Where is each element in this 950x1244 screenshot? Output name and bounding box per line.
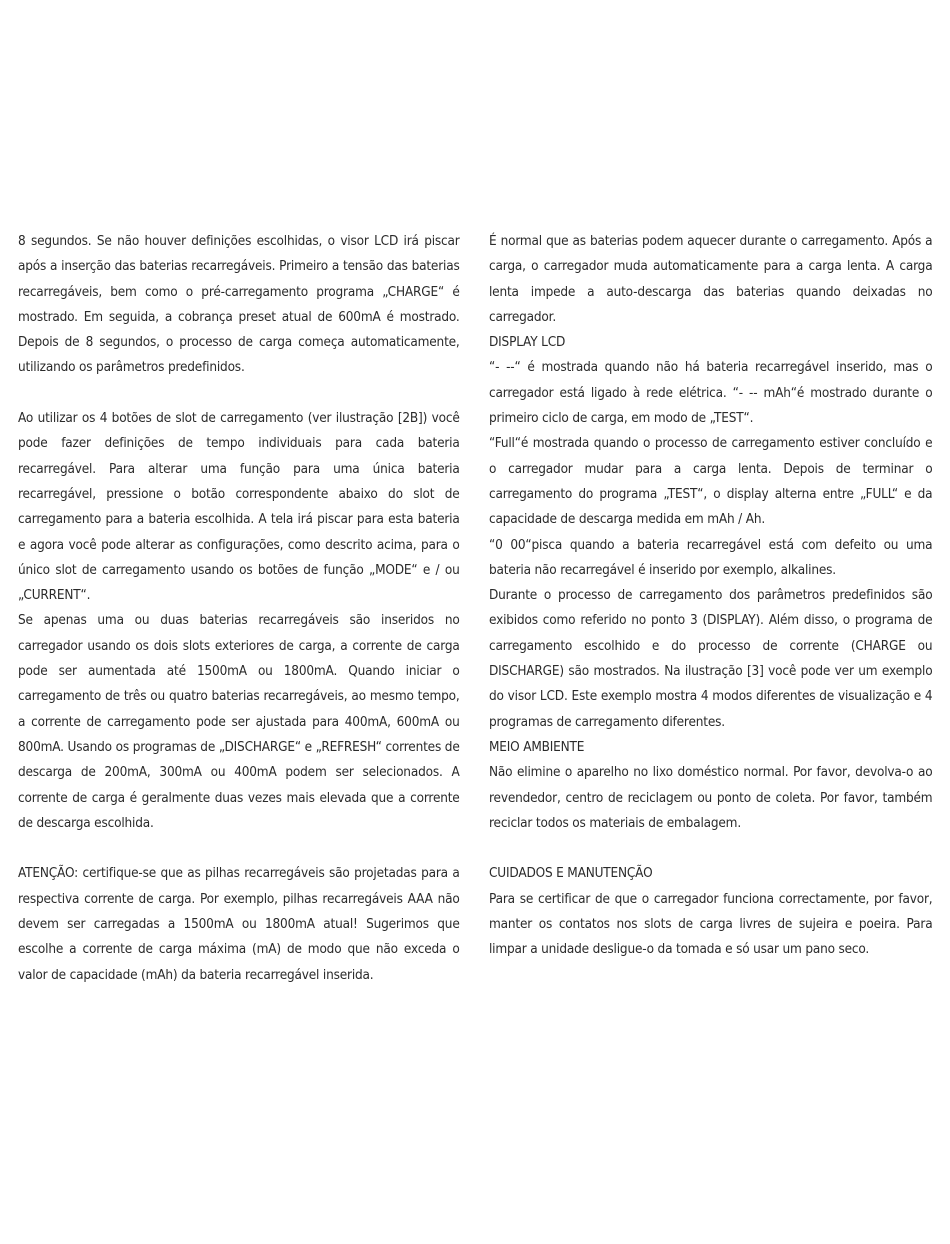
paragraph-display-empty: “- --“ é mostrada quando não há bateria recarregável inserido, mas o carregador está ligado à rede elétrica. “- -- mAh“é mostrado durante o primeiro ciclo de carga, em modo de „TEST“. [489, 360, 933, 427]
paragraph-charge-current: Se apenas uma ou duas baterias recarregáveis são inseridos no carregador usando os dois slots exteriores de carga, a corrente de carga pode ser aumentada até 1500mA ou 1800mA. Quando iniciar o carregamento de três ou quatro baterias recarregáveis, ao mesmo tempo, a corrente de carregamento pode ser ajustada para 400mA, 600mA ou 800mA. Usando os programas de „DISCHARGE“ e „REFRESH“ correntes de descarga de 200mA, 300mA ou 400mA podem ser selecionados. A corrente de carga é geralmente duas vezes mais elevada que a corrente de descarga escolhida. [18, 613, 460, 831]
paragraph-attention: ATENÇÃO: certifique-se que as pilhas recarregáveis são projetadas para a respectiva corrente de carga. Por exemplo, pilhas recarregáveis AAA não devem ser carregadas a 1500mA ou 1800mA atual! Sugerimos que escolhe a corrente de carga máxima (mA) de modo que não exceda o valor de capacidade (mAh) da bateria recarregável inserida. [18, 866, 460, 983]
paragraph-slot-buttons: Ao utilizar os 4 botões de slot de carregamento (ver ilustração [2B]) você pode fazer definições de tempo individuais para cada bateria recarregável. Para alterar uma função para uma única bateria recarregável, pressione o botão correspondente abaixo do slot de carregamento para a bateria escolhida. A tela irá piscar para esta bateria e agora você pode alterar as configurações, como descrito acima, para o único slot de carregamento usando os botões de função „MODE“ e / ou „CURRENT“. [18, 411, 460, 604]
paragraph-lcd-startup: 8 segundos. Se não houver definições escolhidas, o visor LCD irá piscar após a inserção das baterias recarregáveis. Primeiro a tensão das baterias recarregáveis, bem como o pré-carregamento programa „CHARGE“ é mostrado. Em seguida, a cobrança preset atual de 600mA é mostrado. Depois de 8 segundos, o processo de carga começa automaticamente, utilizando os parâmetros predefinidos. [18, 234, 460, 376]
left-column [18, 229, 460, 988]
paragraph-display-process: Durante o processo de carregamento dos parâmetros predefinidos são exibidos como referido no ponto 3 (DISPLAY). Além disso, o programa de carregamento escolhido e do processo de corrente (CHARGE ou DISCHARGE) são mostrados. Na ilustração [3] você pode ver um exemplo do visor LCD. Este exemplo mostra 4 modos diferentes de visualização e 4 programas de carregamento diferentes. [489, 588, 933, 730]
heading-care: CUIDADOS E MANUTENÇÃO [489, 866, 653, 882]
paragraph-gap [18, 836, 460, 861]
heading-display-lcd: DISPLAY LCD [489, 335, 566, 351]
paragraph-heating: É normal que as baterias podem aquecer durante o carregamento. Após a carga, o carregador muda automaticamente para a carga lenta. A carga lenta impede a auto-descarga das baterias quando deixadas no carregador. [489, 234, 933, 325]
right-column [489, 229, 932, 963]
paragraph-display-defect: “0 00“pisca quando a bateria recarregável está com defeito ou uma bateria não recarregável é inserido por exemplo, alkalines. [489, 537, 933, 578]
paragraph-care: Para se certificar de que o carregador funciona correctamente, por favor, manter os contatos nos slots de carga livres de sujeira e poeira. Para limpar a unidade desligue-o da tomada e só usar um pano seco. [489, 891, 933, 958]
paragraph-gap [18, 381, 460, 406]
paragraph-display-full: “Full“é mostrada quando o processo de carregamento estiver concluído e o carregador mudar para a carga lenta. Depois de terminar o carregamento do programa „TEST“, o display alterna entre „FULL“ e da capacidade de descarga medida em mAh / Ah. [489, 436, 933, 528]
paragraph-gap [489, 836, 932, 861]
paragraph-environment: Não elimine o aparelho no lixo doméstico normal. Por favor, devolva-o ao revendedor, centro de reciclagem ou ponto de coleta. Por favor, também reciclar todos os materiais de embalagem. [489, 765, 933, 831]
heading-environment: MEIO AMBIENTE [489, 739, 585, 755]
